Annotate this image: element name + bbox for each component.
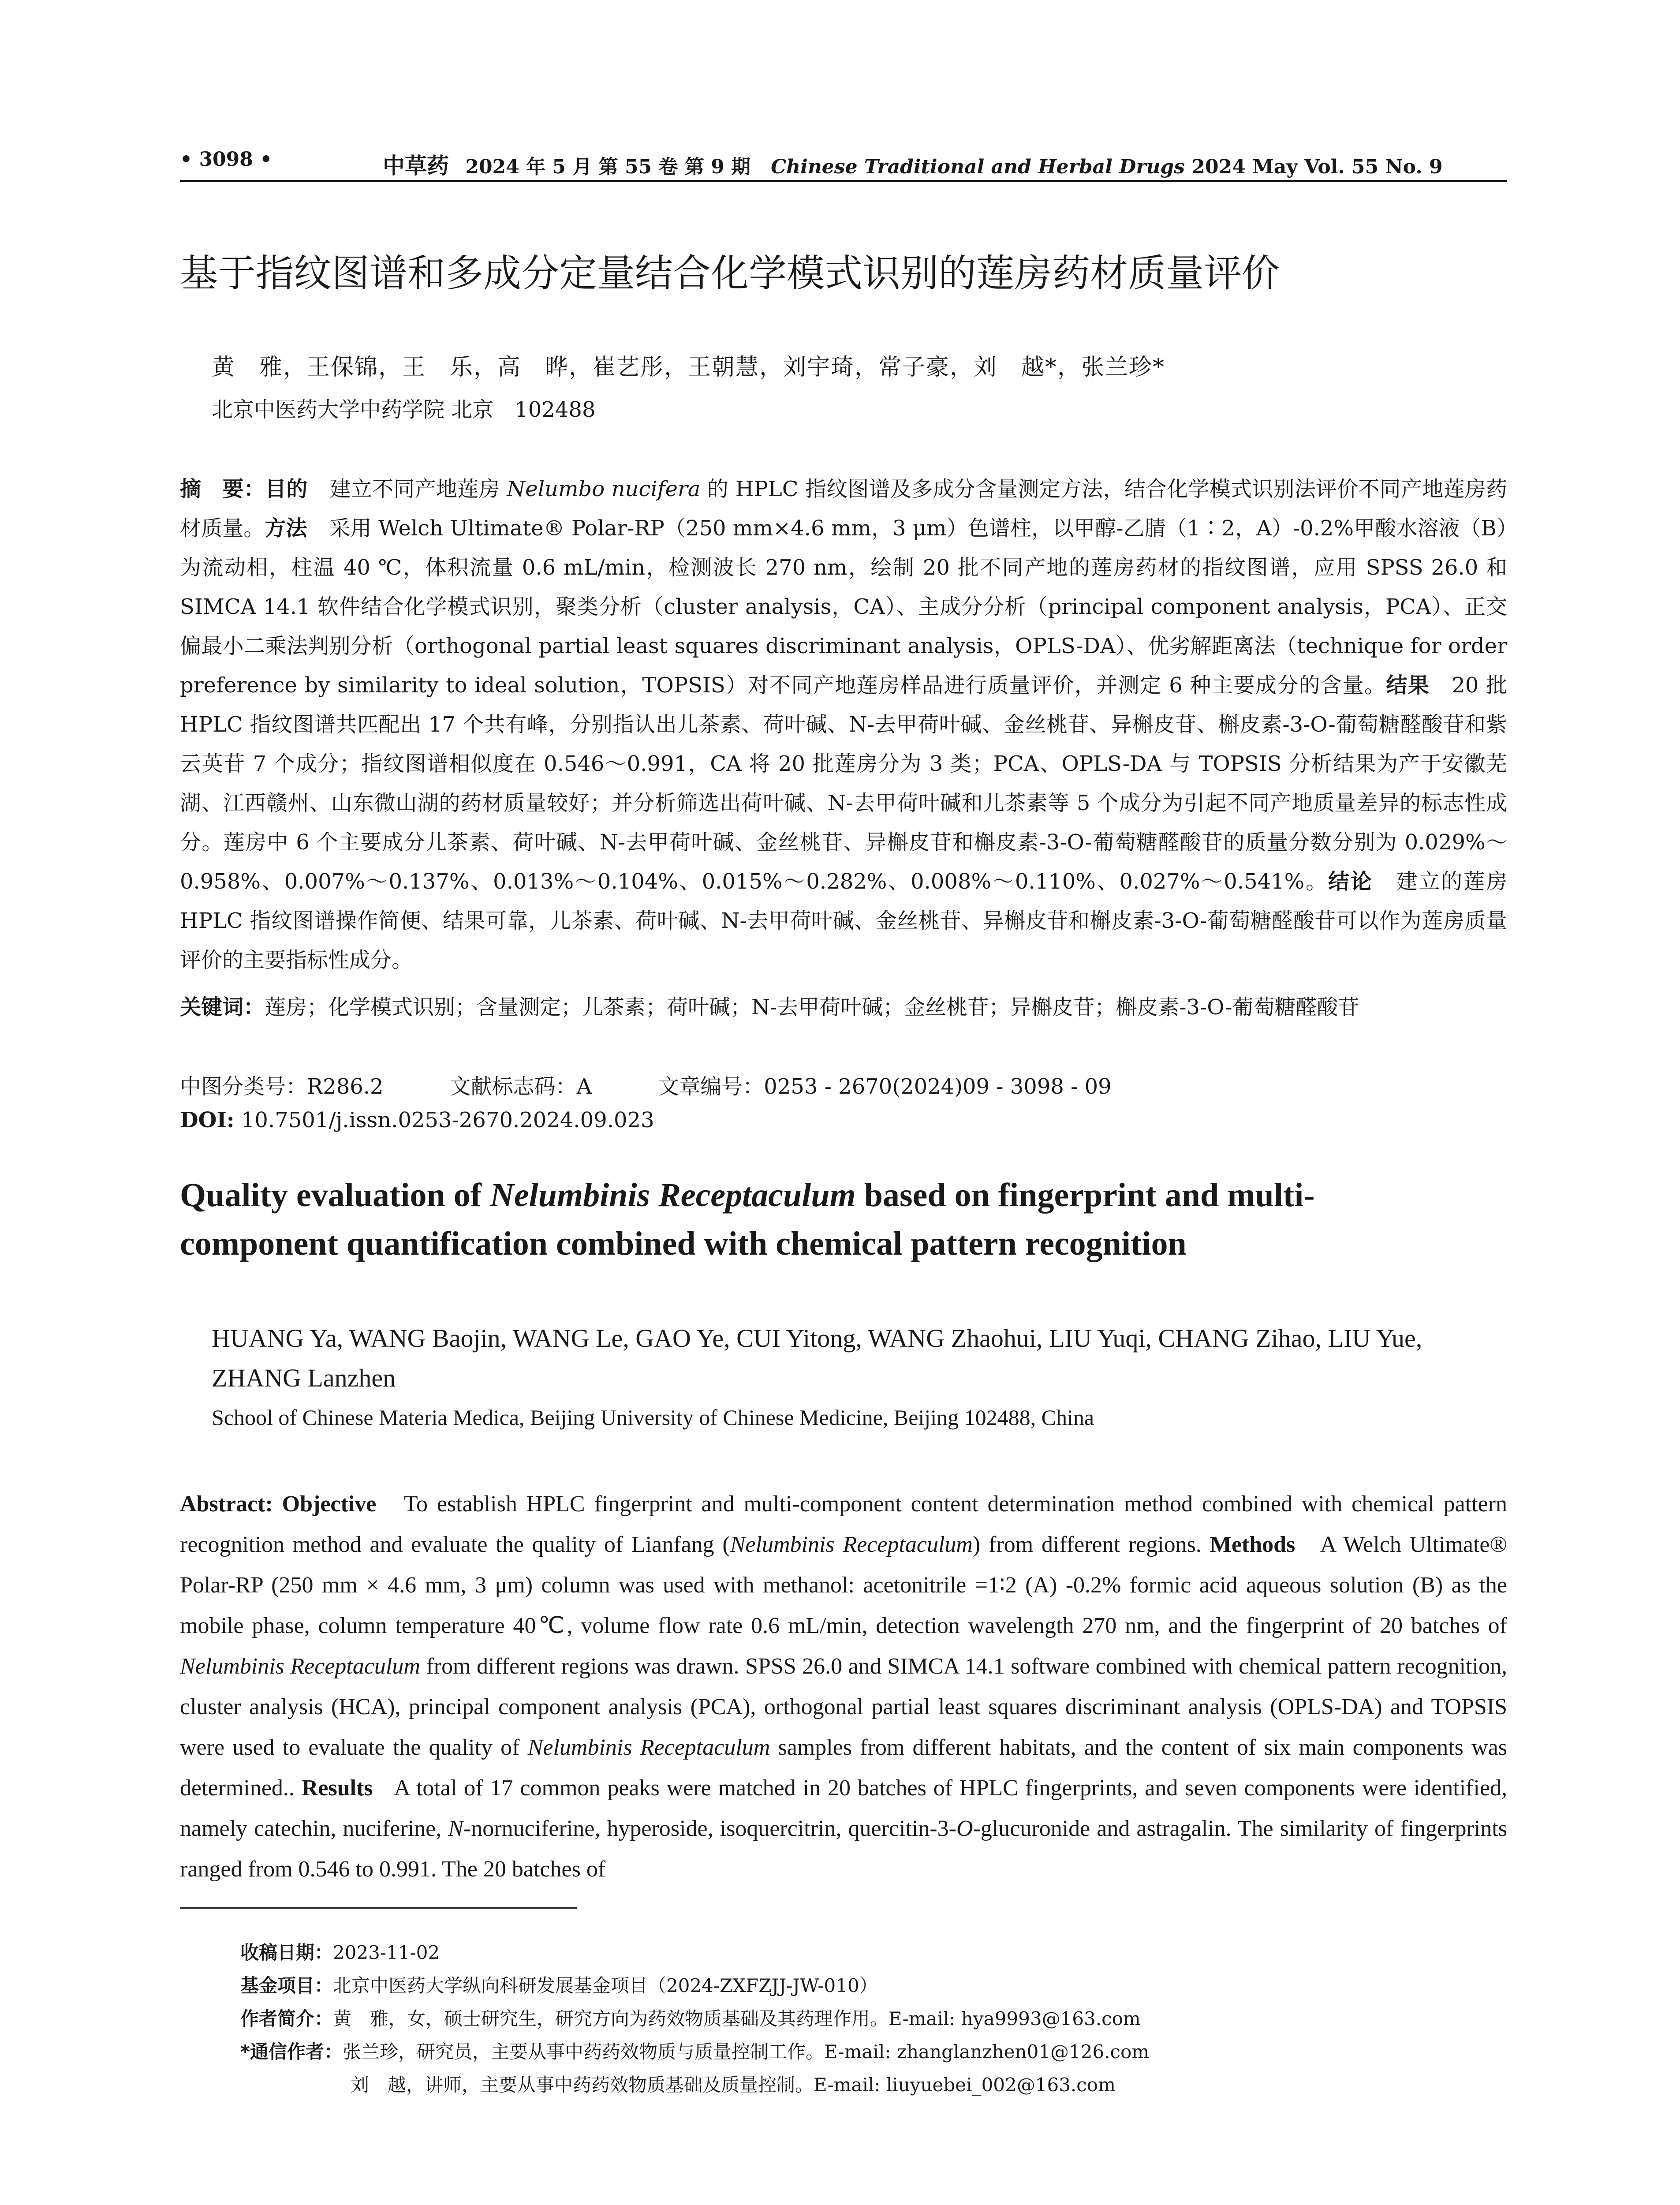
fund-value: 北京中医药大学纵向科研发展基金项目（2024-ZXFZJJ-JW-010） bbox=[333, 1975, 878, 1996]
received-label: 收稿日期： bbox=[240, 1942, 333, 1963]
keywords-cn-text: 莲房；化学模式识别；含量测定；儿茶素；荷叶碱；N-去甲荷叶碱；金丝桃苷；异槲皮苷；槲皮素-3-O-葡萄糖醛酸苷 bbox=[265, 995, 1359, 1020]
journal-name-cn: 中草药 bbox=[383, 153, 449, 179]
page-number: • 3098 • bbox=[180, 148, 273, 171]
conclusion-label-cn: 结论 bbox=[1328, 869, 1373, 894]
journal-name-en: Chinese Traditional and Herbal Drugs bbox=[771, 156, 1185, 178]
doc-code-label: 文献标志码： bbox=[449, 1074, 577, 1099]
methods-en-italic-2: Nelumbinis Receptaculum bbox=[527, 1735, 770, 1760]
footnote-corresponding bbox=[240, 2037, 1506, 2064]
methods-en-c: samples from different habitats, and the content of six main components was determined.. bbox=[180, 1735, 1507, 1801]
keywords-cn-label: 关键词： bbox=[180, 995, 265, 1020]
article-no-value: 0253 - 2670(2024)09 - 3098 - 09 bbox=[764, 1074, 1112, 1099]
title-en-italic: Nelumbinis Receptaculum bbox=[490, 1177, 856, 1214]
methods-text-cn: 采用 Welch Ultimate® Polar-RP（250 mm×4.6 mm，3 μm）色谱柱，以甲醇-乙腈（1∶2，A）-0.2%甲酸水溶液（B）为流动相，柱温 40 ℃，体积流量 0.6 mL/min，检测波长 270 nm，绘制 20 批不同产地的莲房药材的指纹图谱，应用 SPSS 26.0 和 SIMCA 14.1 软件结合化学模式识别，聚类分析（cluster analysis，CA）、主成分分析（principal component analysis，PCA）、正交偏最小二乘法判别分析（orthogonal partial least squares discriminant analysis，OPLS-DA）、优劣解距离法（technique for order preference by similarity to ideal solution，TOPSIS）对不同产地莲房样品进行质量评价，并测定 6 种主要成分的含量。 bbox=[180, 516, 1507, 698]
title-en-part-2: based on fingerprint and multi- bbox=[855, 1177, 1315, 1214]
footnote-fund bbox=[240, 1971, 1506, 1998]
methods-en-b: from different regions was drawn. SPSS 26.0 and SIMCA 14.1 software combined with chemical pattern recognition, cluster analysis (HCA), principal component analysis (PCA), orthogonal partial least squares discriminant analysis (OPLS-DA) and TOPSIS were used to evaluate the quality of bbox=[180, 1654, 1507, 1760]
methods-en-a: A Welch Ultimate® Polar-RP (250 mm × 4.6 mm, 3 μm) column was used with methanol: acetonitrile =1∶2 (A) -0.2% formic acid aqueous solution (B) as the mobile phase, column temperature 40℃, volume flow rate 0.6 mL/min, detection wavelength 270 nm, and the fingerprint of 20 batches of bbox=[180, 1532, 1508, 1638]
title-en-line-2: component quantification combined with chemical pattern recognition bbox=[180, 1225, 1187, 1262]
abstract-en bbox=[180, 1484, 1507, 1890]
objective-text-cn: 建立不同产地莲房 bbox=[329, 477, 507, 501]
running-header bbox=[180, 140, 1507, 182]
methods-en-label: Methods bbox=[1210, 1532, 1295, 1557]
doi-label: DOI: bbox=[180, 1108, 235, 1132]
abstract-en-label: Abstract: Objective bbox=[180, 1491, 377, 1517]
author-value: 黄 雅，女，硕士研究生，研究方向为药效物质基础及其药理作用。E-mail: hya9993@163.com bbox=[333, 2008, 1141, 2029]
author-label: 作者简介： bbox=[240, 2008, 333, 2029]
objective-en-italic: Nelumbinis Receptaculum bbox=[730, 1532, 973, 1557]
corr-label: *通信作者： bbox=[240, 2041, 343, 2063]
footnote-corresponding-2 bbox=[240, 2070, 1506, 2097]
article-no-label: 文章编号： bbox=[658, 1074, 764, 1099]
footnote-rule bbox=[180, 1907, 577, 1909]
clc-value: R286.2 bbox=[307, 1074, 384, 1099]
results-en-a: A total of 17 common peaks were matched in 20 batches of HPLC fingerprints, and seven components were identified, namely catechin, nuciferine, bbox=[180, 1775, 1508, 1841]
affiliation-en: School of Chinese Materia Medica, Beijing University of Chinese Medicine, Beijing 102488, China bbox=[212, 1405, 1094, 1430]
authors-cn: 黄 雅，王保锦，王 乐，高 晔，崔艺彤，王朝慧，刘宇琦，常子豪，刘 越*，张兰珍* bbox=[212, 354, 1165, 381]
methods-en-italic: Nelumbinis Receptaculum bbox=[180, 1654, 420, 1679]
received-value: 2023-11-02 bbox=[333, 1942, 440, 1963]
objective-text-cn-2: 的 HPLC 指纹图谱及多成分含量测定方法，结合化学模式识别法评价不同产地莲房药材质量。 bbox=[180, 477, 1507, 541]
doi-value: 10.7501/j.issn.0253-2670.2024.09.023 bbox=[241, 1108, 654, 1132]
classification-line bbox=[180, 1069, 1112, 1100]
objective-en-a: To establish HPLC fingerprint and multi-component content determination method combined with chemical pattern recognition method and evaluate the quality of Lianfang ( bbox=[180, 1491, 1507, 1557]
abstract-cn-label: 摘 要： bbox=[180, 477, 265, 501]
results-en-italic-2: O bbox=[956, 1816, 973, 1841]
issue-cn: 2024 年 5 月 第 55 卷 第 9 期 bbox=[465, 156, 751, 178]
issue-en: 2024 May Vol. 55 No. 9 bbox=[1191, 156, 1443, 178]
doi-line bbox=[180, 1108, 654, 1132]
species-latin: Nelumbo nucifera bbox=[507, 477, 701, 501]
doc-code-value: A bbox=[576, 1074, 592, 1099]
objective-label-cn: 目的 bbox=[265, 477, 308, 501]
abstract-cn bbox=[180, 470, 1507, 980]
footnote-author bbox=[240, 2004, 1506, 2031]
journal-info bbox=[383, 148, 1443, 180]
fund-label: 基金项目： bbox=[240, 1975, 333, 1996]
results-en-c: -glucuronide and astragalin. The similarity of fingerprints ranged from 0.546 to 0.991. The 20 batches of bbox=[180, 1816, 1507, 1882]
article-title-cn: 基于指纹图谱和多成分定量结合化学模式识别的莲房药材质量评价 bbox=[180, 251, 1280, 295]
corr-value-2: 刘 越，讲师，主要从事中药药效物质基础及质量控制。E-mail: liuyuebei_002@163.com bbox=[351, 2074, 1116, 2096]
results-text-cn: 20 批 HPLC 指纹图谱共匹配出 17 个共有峰，分别指认出儿茶素、荷叶碱、N-去甲荷叶碱、金丝桃苷、异槲皮苷、槲皮素-3-O-葡萄糖醛酸苷和紫云英苷 7 个成分；指纹图谱相似度在 0.546～0.991，CA 将 20 批莲房分为 3 类；PCA、OPLS-DA 与 TOPSIS 分析结果为产于安徽芜湖、江西赣州、山东微山湖的药材质量较好；并分析筛选出荷叶碱、N-去甲荷叶碱和儿茶素等 5 个成分为引起不同产地质量差异的标志性成分。莲房中 6 个主要成分儿茶素、荷叶碱、N-去甲荷叶碱、金丝桃苷、异槲皮苷和槲皮素-3-O-葡萄糖醛酸苷的质量分数分别为 0.029%～0.958%、0.007%～0.137%、0.013%～0.104%、0.015%～0.282%、0.008%～0.110%、0.027%～0.541%。 bbox=[180, 673, 1507, 894]
corr-value-1: 张兰珍，研究员，主要从事中药药效物质与质量控制工作。E-mail: zhanglanzhen01@126.com bbox=[342, 2041, 1150, 2063]
keywords-cn bbox=[180, 988, 1507, 1027]
clc-label: 中图分类号： bbox=[180, 1074, 307, 1099]
affiliation-cn: 北京中医药大学中药学院 北京 102488 bbox=[212, 397, 596, 422]
footnote-received bbox=[240, 1938, 1506, 1965]
results-en-b: -nornuciferine, hyperoside, isoquercitrin, quercitin-3- bbox=[463, 1816, 956, 1841]
authors-en: HUANG Ya, WANG Baojin, WANG Le, GAO Ye, CUI Yitong, WANG Zhaohui, LIU Yuqi, CHANG Zihao, LIU Yue, ZHANG Lanzhen bbox=[212, 1324, 1422, 1392]
results-en-label: Results bbox=[301, 1775, 373, 1801]
title-en-part-1: Quality evaluation of bbox=[180, 1177, 490, 1214]
results-en-italic: N bbox=[448, 1816, 463, 1841]
conclusion-text-cn: 建立的莲房 HPLC 指纹图谱操作简便、结果可靠，儿茶素、荷叶碱、N-去甲荷叶碱、金丝桃苷、异槲皮苷和槲皮素-3-O-葡萄糖醛酸苷可以作为莲房质量评价的主要指标性成分。 bbox=[180, 869, 1507, 972]
objective-en-b: ) from different regions. bbox=[972, 1532, 1202, 1557]
article-title-en bbox=[180, 1171, 1507, 1268]
methods-label-cn: 方法 bbox=[265, 516, 307, 541]
results-label-cn: 结果 bbox=[1386, 673, 1430, 698]
